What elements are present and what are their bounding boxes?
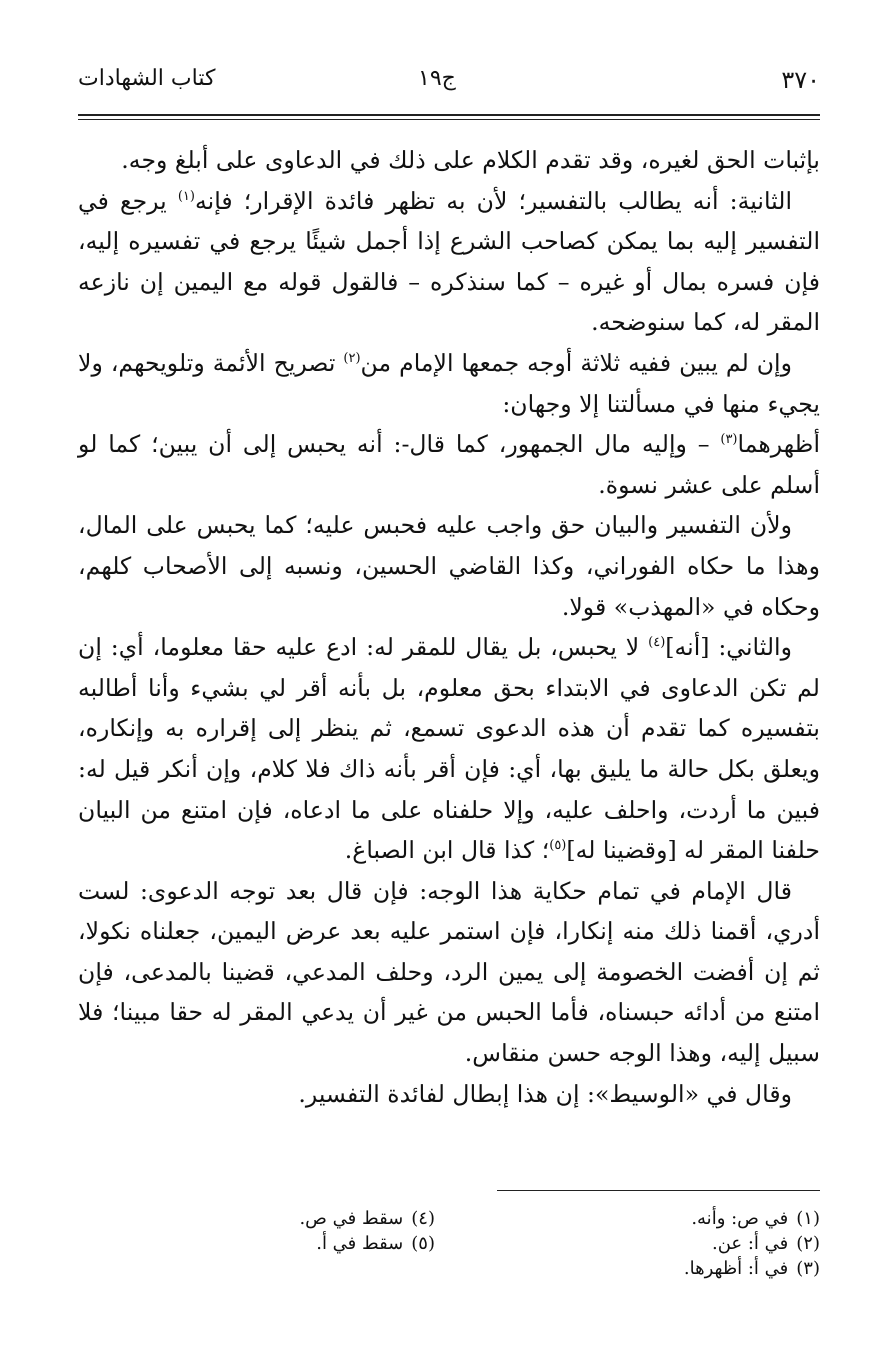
volume-label: ج١٩ [418,66,456,91]
footnote-number: (٤) [411,1208,435,1229]
paragraph-7 [78,871,820,1074]
footnote-text: في أ: أظهرها. [683,1258,789,1279]
footnote-ref-4[interactable]: (٤) [648,635,666,651]
text-segment: وإن لم يبين ففيه ثلاثة أوجه جمعها الإمام من [360,348,792,377]
footnote-5 [105,1231,435,1256]
footnote-text: سقط في ص. [299,1208,404,1229]
text-segment: تصريح الأئمة وتلويحهم، ولا يجيء منها في مسألتنا إلا وجهان: [78,348,820,418]
text-segment: ؛ كذا قال ابن الصباغ. [344,836,550,865]
paragraph-8 [78,1074,820,1115]
paragraph-2 [78,181,820,343]
footnote-ref-5[interactable]: (٥) [549,838,567,854]
footnote-text: في ص: وأنه. [691,1208,789,1229]
footnote-number: (٣) [796,1258,820,1279]
paragraph-4 [78,424,820,505]
footnote-number: (٢) [796,1233,820,1254]
header-rule-thin [78,119,820,120]
text-segment: أظهرهما [737,430,820,459]
text-segment: لا يحبس، بل يقال للمقر له: ادع عليه حقا معلوما، أي: إن لم تكن الدعاوى في الابتداء بحق معلوم، بل بأنه أقر لي بشيء وأنا أطالبه بتفسيره كما تقدم أن هذه الدعوى تسمع، ثم ينظر إلى إقراره به وإنكاره، ويعلق بكل حالة ما يليق بها، أي: فإن أقر بأنه ذاك فلا كلام، وإن أنكر قيل له: فبين ما أردت، واحلف عليه، وإلا حلفناه على ما ادعاه، فإن امتنع من البيان حلفنا المقر له [وقضينا له] [78,633,820,865]
footnote-column-left [105,1206,435,1256]
text-segment: – وإليه مال الجمهور، كما قال-: أنه يحبس إلى أن يبين؛ كما لو أسلم على عشر نسوة. [78,430,820,499]
footnote-text: سقط في أ. [316,1233,404,1254]
footnote-1 [490,1206,820,1231]
paragraph-5 [78,505,820,627]
text-segment: يرجع في التفسير إليه بما يمكن كصاحب الشرع إذا أجمل شيئًا يرجع في تفسيره إليه، فإن فسره بمال أو غيره – كما سنذكره – فالقول قوله مع اليمين إن نازعه المقر له، كما سنوضحه. [78,186,820,337]
paragraph-1 [78,140,820,181]
footnote-text: في أ: عن. [711,1233,789,1254]
footnote-2 [490,1231,820,1256]
text-segment: الثانية: أنه يطالب بالتفسير؛ لأن به تظهر فائدة الإقرار؛ فإنه [194,186,792,215]
text-segment: والثاني: [أنه] [665,633,792,662]
footnote-4 [105,1206,435,1231]
footnote-number: (١) [796,1208,820,1229]
footnote-ref-2[interactable]: (٢) [343,351,361,367]
book-title: كتاب الشهادات [78,66,216,91]
footnote-number: (٥) [411,1233,435,1254]
text-segment: وقال في «الوسيط»: إن هذا إبطال لفائدة التفسير. [298,1079,792,1108]
footnote-column-right [490,1206,820,1281]
page-number: ٣٧٠ [781,66,820,94]
footnote-rule [497,1190,820,1191]
footnote-ref-3[interactable]: (٣) [720,432,738,448]
header-rule [78,114,820,116]
footnote-ref-1[interactable]: (١) [177,188,195,204]
footnote-3 [490,1256,820,1281]
page-header [78,66,820,106]
main-text [78,140,820,1114]
text-segment: قال الإمام في تمام حكاية هذا الوجه: فإن قال بعد توجه الدعوى: لست أدري، أقمنا ذلك منه إنكارا، فإن استمر عليه بعد عرض اليمين، جعلناه نكولا، ثم إن أفضت الخصومة إلى يمين الرد، وحلف المدعي، قضينا بالمدعى، فإن امتنع من أدائه حبسناه، فأما الحبس من غير أن يدعي المقر له حقا مبينا؛ فلا سبيل إليه، وهذا الوجه حسن منقاس. [78,876,820,1068]
paragraph-3 [78,343,820,424]
text-segment: بإثبات الحق لغيره، وقد تقدم الكلام على ذلك في الدعاوى على أبلغ وجه. [121,146,820,174]
paragraph-6 [78,627,820,871]
text-segment: ولأن التفسير والبيان حق واجب عليه فحبس عليه؛ كما يحبس على المال، وهذا ما حكاه الفوراني، وكذا القاضي الحسين، ونسبه إلى الأصحاب كلهم، وحكاه في «المهذب» قولا. [78,511,820,621]
